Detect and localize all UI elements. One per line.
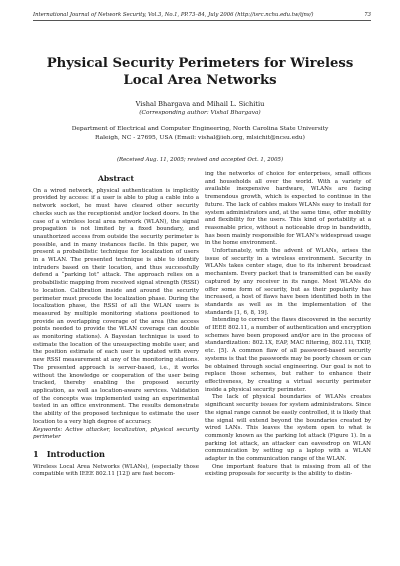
intro-paragraph-start: Wireless Local Area Networks (WLANs), (especially those compatible with IEEE 802.11 [12]) are fast becom-: [33, 463, 199, 478]
intro-section-title: Introduction: [46, 448, 106, 459]
running-header: [33, 12, 371, 21]
abstract-text: On a wired network, physical authentication is implicitly provided by access: if a user is able to plug a cable into a network socket, he must have cleared other security checks such as the receptionist and/or locked doors. In the case of a wireless local area network (WLAN), the signal propagation is not limited by a fixed boundary, and unauthorized access from outside the security perimeter is possible, and in many instances facile. In this paper, we present a probabilistic technique for localization of users in a WLAN. The presented technique is able to identify intruders based on their location, and thus successfully defend a “parking lot” attack. The approach relies on a probabilistic mapping from received signal strength (RSSI) to location. Calibration inside and around the security perimeter must precede the localization phase. During the localization phase, the RSSI of all the WLAN users is measured by multiple monitoring stations positioned to provide an overlapping coverage of the area (the access points needed to provide the WLAN coverage can double as monitoring stations). A Bayesian technique is used to estimate the location of the unsuspecting mobile user, and the position estimate of each user is updated with every new RSSI measurement at any of the monitoring stations. The presented approach is server-based, i.e., it works without the knowledge or cooperation of the user being tracked, thereby enabling the proposed security application, as well as location-aware services. Validation of the concepts was implemented using an experimental tested in an office environment. The results demonstrate the ability of the proposed technique to estimate the user location to a very high degree of accuracy.: [33, 187, 199, 425]
left-column: [33, 175, 199, 479]
page-number: 73: [364, 12, 371, 18]
keywords-label: Keywords:: [33, 426, 63, 433]
abstract-heading: Abstract: [97, 174, 135, 183]
affiliation-line-1: Department of Electrical and Computer Engineering, North Carolina State University: [71, 126, 329, 132]
intro-heading: [33, 448, 199, 459]
received-dates: (Received Aug. 11, 2005; revised and accepted Oct. 1, 2005): [116, 157, 284, 163]
intro-paragraph-5: One important feature that is missing from all of the existing proposals for security is the ability to distin-: [205, 463, 371, 478]
affiliation-block: [40, 125, 360, 142]
keywords-text: Active attacker, localization, physical security perimeter: [33, 426, 199, 441]
journal-citation: International Journal of Network Security, Vol.3, No.1, PP.73–84, July 2006 (http://isrc.nchu.edu.tw/ijns/): [33, 12, 314, 18]
intro-paragraph-4: The lack of physical boundaries of WLANs creates significant security issues for system administrators. Since the signal range cannot be easily controlled, it is likely that the signal will extend beyond the boundaries created by wired LANs. This leaves the system open to what is commonly known as the parking lot attack (Figure 1). In a parking lot attack, an attacker can eavesdrop on WLAN communication by setting up a laptop with a WLAN adapter in the communication range of the WLAN.: [205, 394, 372, 463]
paper-title: Physical Security Perimeters for Wireless Local Area Networks: [46, 56, 354, 88]
intro-paragraph-2: Unfortunately, with the advent of WLANs, arises the issue of security in a wireless environment. Security in WLANs takes center stage, due to its inherent broadcast mechanism. Every packet that is transmitted can be easily captured by any receiver in its range. Most WLANs do offer some form of security, but as their popularity has increased, a host of flaws have been identified both in the standards as well as in the implementation of the standards [1, 6, 8, 19].: [205, 248, 371, 316]
intro-section-number: 1: [33, 448, 39, 459]
corresponding-author: (Corresponding author: Vishal Bhargava): [139, 110, 261, 116]
author-block: [40, 100, 360, 118]
intro-paragraph-1: ing the networks of choice for enterprises, small offices and households all over the world. With a variety of available inexpensive hardware, WLANs are facing tremendous growth, which is expected to continue in the future. The lack of cables makes WLANs easy to install for system administrators and, at the same time, offer mobility and flexibility for the users. This kind of portability at a reasonable price, without a noticeable drop in bandwidth, has been mainly responsible for WLAN’s widespread usage in the home environment.: [205, 171, 371, 247]
keywords: [33, 427, 199, 442]
right-column: [205, 171, 371, 479]
author-names: Vishal Bhargava and Mihail L. Sichitiu: [135, 100, 265, 108]
affiliation-line-2: Raleigh, NC - 27695, USA (Email: vishal@ieh.org, mlsichit@ncsu.edu): [95, 134, 305, 141]
intro-paragraph-3: Intending to correct the flaws discovered in the security of IEEE 802.11, a number of authentication and encryption schemes have been proposed and/or are in the process of standardization: 802.1X, EAP, MAC filtering, 802.11i, TKIP, etc. [5]. A common flaw of all password-based security systems is that the passwords may be poorly chosen or can be obtained through social engineering. Our goal is not to replace those schemes, but rather to enhance their effectiveness, by creating a virtual security perimeter inside a physical security perimeter.: [205, 317, 371, 393]
